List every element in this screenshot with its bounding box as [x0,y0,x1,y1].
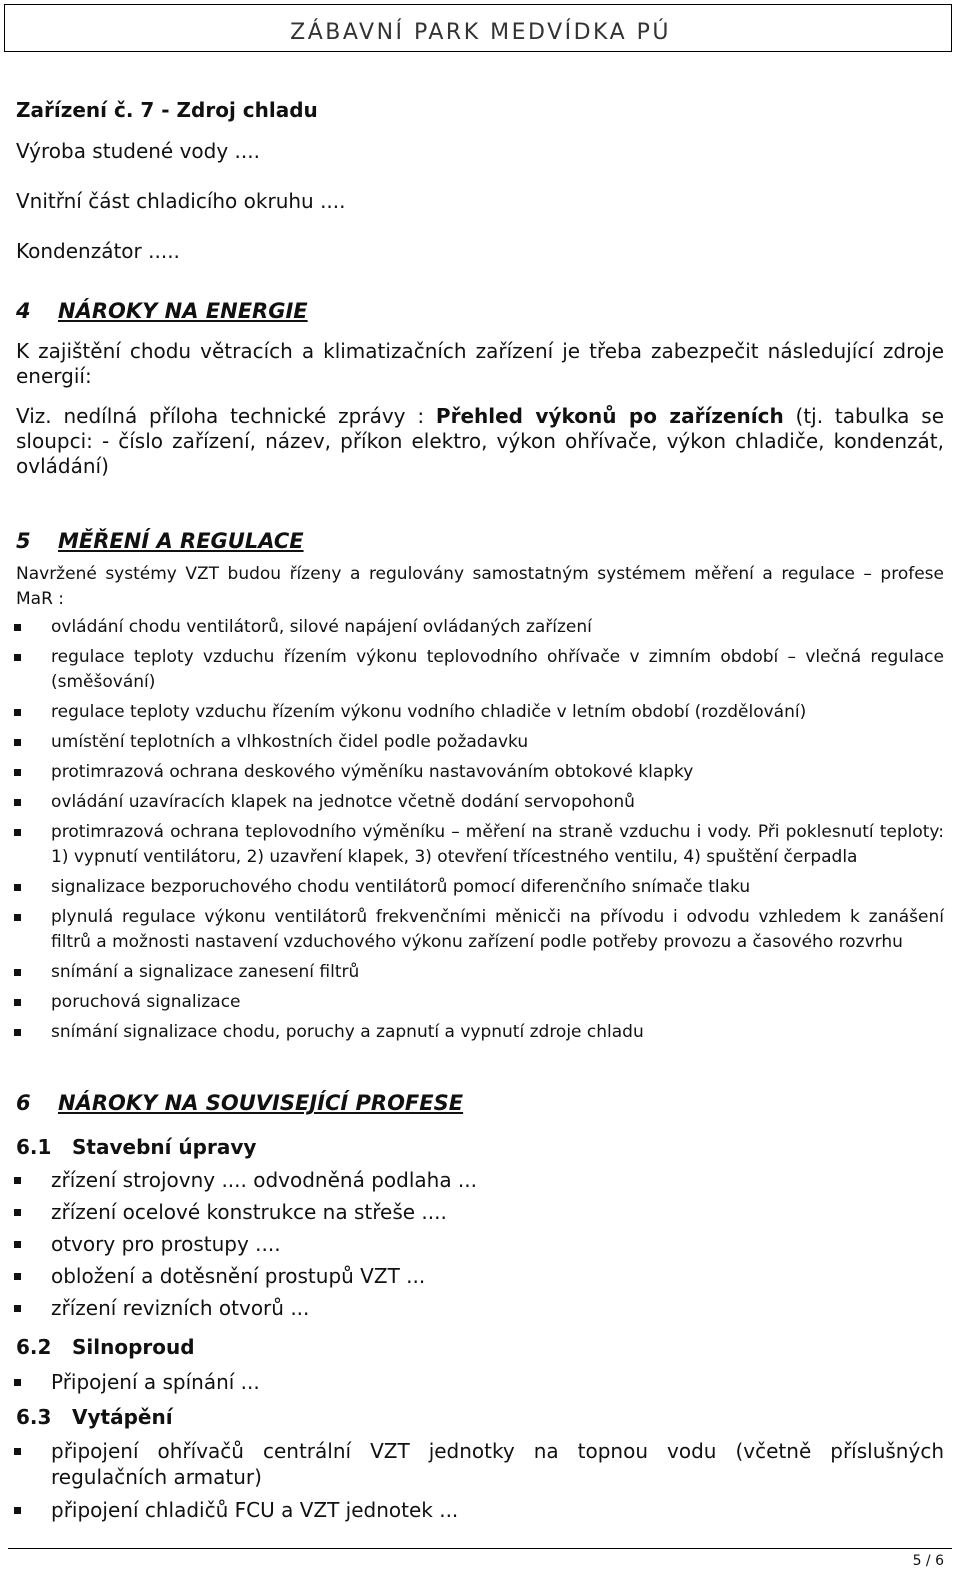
list-item-text: umístění teplotních a vlhkostních čidel podle požadavku [51,732,529,752]
section6-title: NÁROKY NA SOUVISEJÍCÍ PROFESE [58,1091,464,1115]
list-item [14,730,944,755]
list-item [14,645,944,695]
section5-title: MĚŘENÍ A REGULACE [58,529,304,553]
list-item [14,1020,944,1045]
page-header [4,4,952,52]
section4-para2 [16,404,944,479]
list-item [14,1231,944,1257]
list-item-text: signalizace bezporuchového chodu ventilátorů pomocí diferenčního snímače tlaku [51,877,751,897]
section6-1-title: Stavební úpravy [72,1135,257,1159]
section6-1-number: 6.1 [16,1135,52,1159]
list-item-text: ovládání uzavíracích klapek na jednotce včetně dodání servopohonů [51,792,635,812]
bullet-icon [14,1273,21,1280]
list-item-text: připojení ohřívačů centrální VZT jednotky na topnou vodu (včetně příslušných regulačních armatur) [51,1439,944,1489]
silnoproud-list [14,1369,944,1395]
bullet-icon [14,739,21,746]
section6-1-heading [16,1135,256,1159]
list-item [14,700,944,725]
bullet-icon [14,884,21,891]
list-item-text: připojení chladičů FCU a VZT jednotek ... [51,1498,459,1522]
bullet-icon [14,1448,21,1455]
bullet-icon [14,709,21,716]
device7-title: Zařízení č. 7 - Zdroj chladu [16,98,318,122]
list-item-text: regulace teploty vzduchu řízením výkonu vodního chladiče v letním období (rozdělování) [51,702,807,722]
section6-2-title: Silnoproud [72,1335,195,1359]
list-item [14,990,944,1015]
section4-para2-suffix: (tj. tabulka se sloupci: - číslo zařízení, název, příkon elektro, výkon ohřívače, výkon chladiče, kondenzát, ovládání) [16,404,945,478]
bullet-icon [14,1209,21,1216]
bullet-icon [14,1507,21,1514]
section6-3-title: Vytápění [72,1405,173,1429]
bullet-icon [14,1379,21,1386]
list-item-text: plynulá regulace výkonu ventilátorů frekvenčními měnicči na přívodu i odvodu vzhledem k zanášení filtrů a možnosti nastavení vzduchového výkonu zařízení podle potřeby provozu a časového rozvrhu [51,907,944,952]
list-item-text: zřízení ocelové konstrukce na střeše .... [51,1200,447,1224]
list-item-text: obložení a dotěsnění prostupů VZT ... [51,1264,426,1288]
list-item [14,1199,944,1225]
list-item [14,1369,944,1395]
list-item-text: protimrazová ochrana deskového výměníku nastavováním obtokové klapky [51,762,694,782]
list-item-text: zřízení revizních otvorů ... [51,1296,310,1320]
list-item-text: snímání a signalizace zanesení filtrů [51,962,360,982]
device7-line1: Výroba studené vody .... [16,139,260,163]
list-item-text: protimrazová ochrana teplovodního výměníku – měření na straně vzduchu i vody. Při poklesnutí teploty: 1) vypnutí ventilátoru, 2) uzavření klapek, 3) otevření třícestného ventilu, 4) spuštění čerpadla [51,822,944,867]
bullet-icon [14,1029,21,1036]
section6-3-heading [16,1405,173,1429]
list-item [14,1167,944,1193]
bullet-icon [14,769,21,776]
list-item-text: snímání signalizace chodu, poruchy a zapnutí a vypnutí zdroje chladu [51,1022,644,1042]
section5-number: 5 [16,529,31,553]
list-item-text: otvory pro prostupy .... [51,1232,281,1256]
list-item [14,960,944,985]
list-item [14,1295,944,1321]
section6-2-heading [16,1335,195,1359]
bullet-icon [14,1177,21,1184]
stavebni-list [14,1167,944,1327]
section4-para2-prefix: Viz. nedílná příloha technické zprávy : [16,404,436,428]
list-item-text: regulace teploty vzduchu řízením výkonu teplovodního ohřívače v zimním období – vlečná regulace (směšování) [51,647,944,692]
list-item [14,820,944,870]
list-item [14,760,944,785]
list-item [14,1263,944,1289]
list-item [14,790,944,815]
section4-para1: K zajištění chodu větracích a klimatizačních zařízení je třeba zabezpečit následující zdroje energií: [16,339,944,388]
section4-title: NÁROKY NA ENERGIE [58,299,308,323]
section4-para2-bold: Přehled výkonů po zařízeních [435,404,784,428]
list-item [14,1438,944,1490]
section6-2-number: 6.2 [16,1335,52,1359]
section6-heading [16,1091,463,1115]
list-item-text: ovládání chodu ventilátorů, silové napájení ovládaných zařízení [51,617,592,637]
bullet-icon [14,1241,21,1248]
mar-list [14,615,944,1050]
list-item-text: Připojení a spínání ... [51,1370,260,1394]
list-item-text: poruchová signalizace [51,992,241,1012]
section5-heading [16,529,304,553]
section6-number: 6 [16,1091,31,1115]
list-item [14,875,944,900]
vytapeni-list [14,1438,944,1523]
page-number: 5 / 6 [912,1553,944,1569]
list-item-text: zřízení strojovny .... odvodněná podlaha ... [51,1168,478,1192]
device7-line2: Vnitřní část chladicího okruhu .... [16,189,346,213]
section4-heading [16,299,308,323]
footer-rule [8,1548,952,1549]
section4-number: 4 [16,299,31,323]
section6-3-number: 6.3 [16,1405,52,1429]
list-item [14,905,944,955]
bullet-icon [14,999,21,1006]
bullet-icon [14,624,21,631]
list-item [14,1497,944,1523]
bullet-icon [14,969,21,976]
section5-intro: Navržené systémy VZT budou řízeny a regulovány samostatným systémem měření a regulace – profese MaR : [16,564,944,609]
bullet-icon [14,1305,21,1312]
bullet-icon [14,914,21,921]
list-item [14,615,944,640]
device7-line3: Kondenzátor ..... [16,239,180,263]
bullet-icon [14,799,21,806]
header-title: ZÁBAVNÍ PARK MEDVÍDKA PÚ [290,20,671,45]
bullet-icon [14,829,21,836]
bullet-icon [14,654,21,661]
